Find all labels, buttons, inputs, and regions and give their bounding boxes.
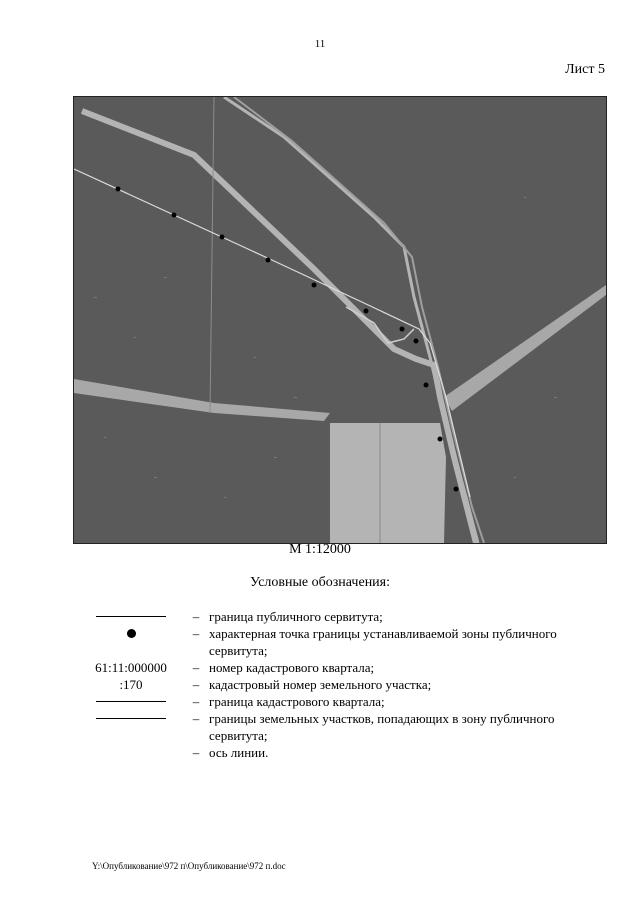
file-path: Y:\Опубликование\972 п\Опубликование\972 п.doc [92,861,286,871]
legend-dash: – [192,677,200,692]
legend-symbol [83,608,179,625]
servitude-point [400,327,405,332]
legend-item [83,710,613,744]
sheet-label: Лист 5 [565,62,605,77]
legend-dash: – [192,711,200,726]
legend-item [83,608,613,625]
legend-description: граница публичного сервитута; [209,609,383,624]
legend-symbol [83,676,179,693]
cadastral-parcel-number: :170 [119,677,143,692]
legend-symbol [83,710,179,727]
legend-description: кадастровый номер земельного участка; [209,677,432,692]
legend-item [83,676,613,693]
legend-item [83,693,613,710]
legend-dash: – [192,626,200,641]
legend-item [83,625,613,659]
legend [83,608,613,761]
characteristic-point-icon [127,629,136,638]
legend-title: Условные обозначения: [249,575,391,590]
servitude-point [364,309,369,314]
legend-dash: – [192,745,200,760]
legend-description: границы земельных участков, попадающих в зону публичного сервитута; [209,711,555,743]
servitude-point [454,487,459,492]
legend-symbol [83,625,179,642]
servitude-point [266,258,271,263]
legend-symbol [83,744,179,761]
legend-description: характерная точка границы устанавливаемой зоны публичного сервитута; [209,626,557,658]
map-scale: М 1:12000 [289,542,351,557]
servitude-point [424,383,429,388]
cadastral-quarter-boundary-icon [96,701,166,702]
servitude-point [172,213,177,218]
parcel-boundary-icon [96,718,166,719]
servitude-point [220,235,225,240]
servitude-point [414,339,419,344]
servitude-point [438,437,443,442]
land-parcel [330,423,446,543]
legend-dash: – [192,694,200,709]
legend-description: ось линии. [209,745,269,760]
servitude-point [312,283,317,288]
map-frame [73,96,607,544]
legend-item [83,659,613,676]
legend-description: номер кадастрового квартала; [209,660,375,675]
map-canvas [74,97,606,543]
page-number: 11 [314,38,326,50]
legend-item [83,744,613,761]
legend-symbol [83,693,179,710]
legend-dash: – [192,660,200,675]
legend-dash: – [192,609,200,624]
legend-description: граница кадастрового квартала; [209,694,385,709]
legend-symbol [83,659,179,676]
cadastral-quarter-number: 61:11:000000 [95,660,167,675]
servitude-point [116,187,121,192]
servitude-boundary-line-icon [96,616,166,617]
